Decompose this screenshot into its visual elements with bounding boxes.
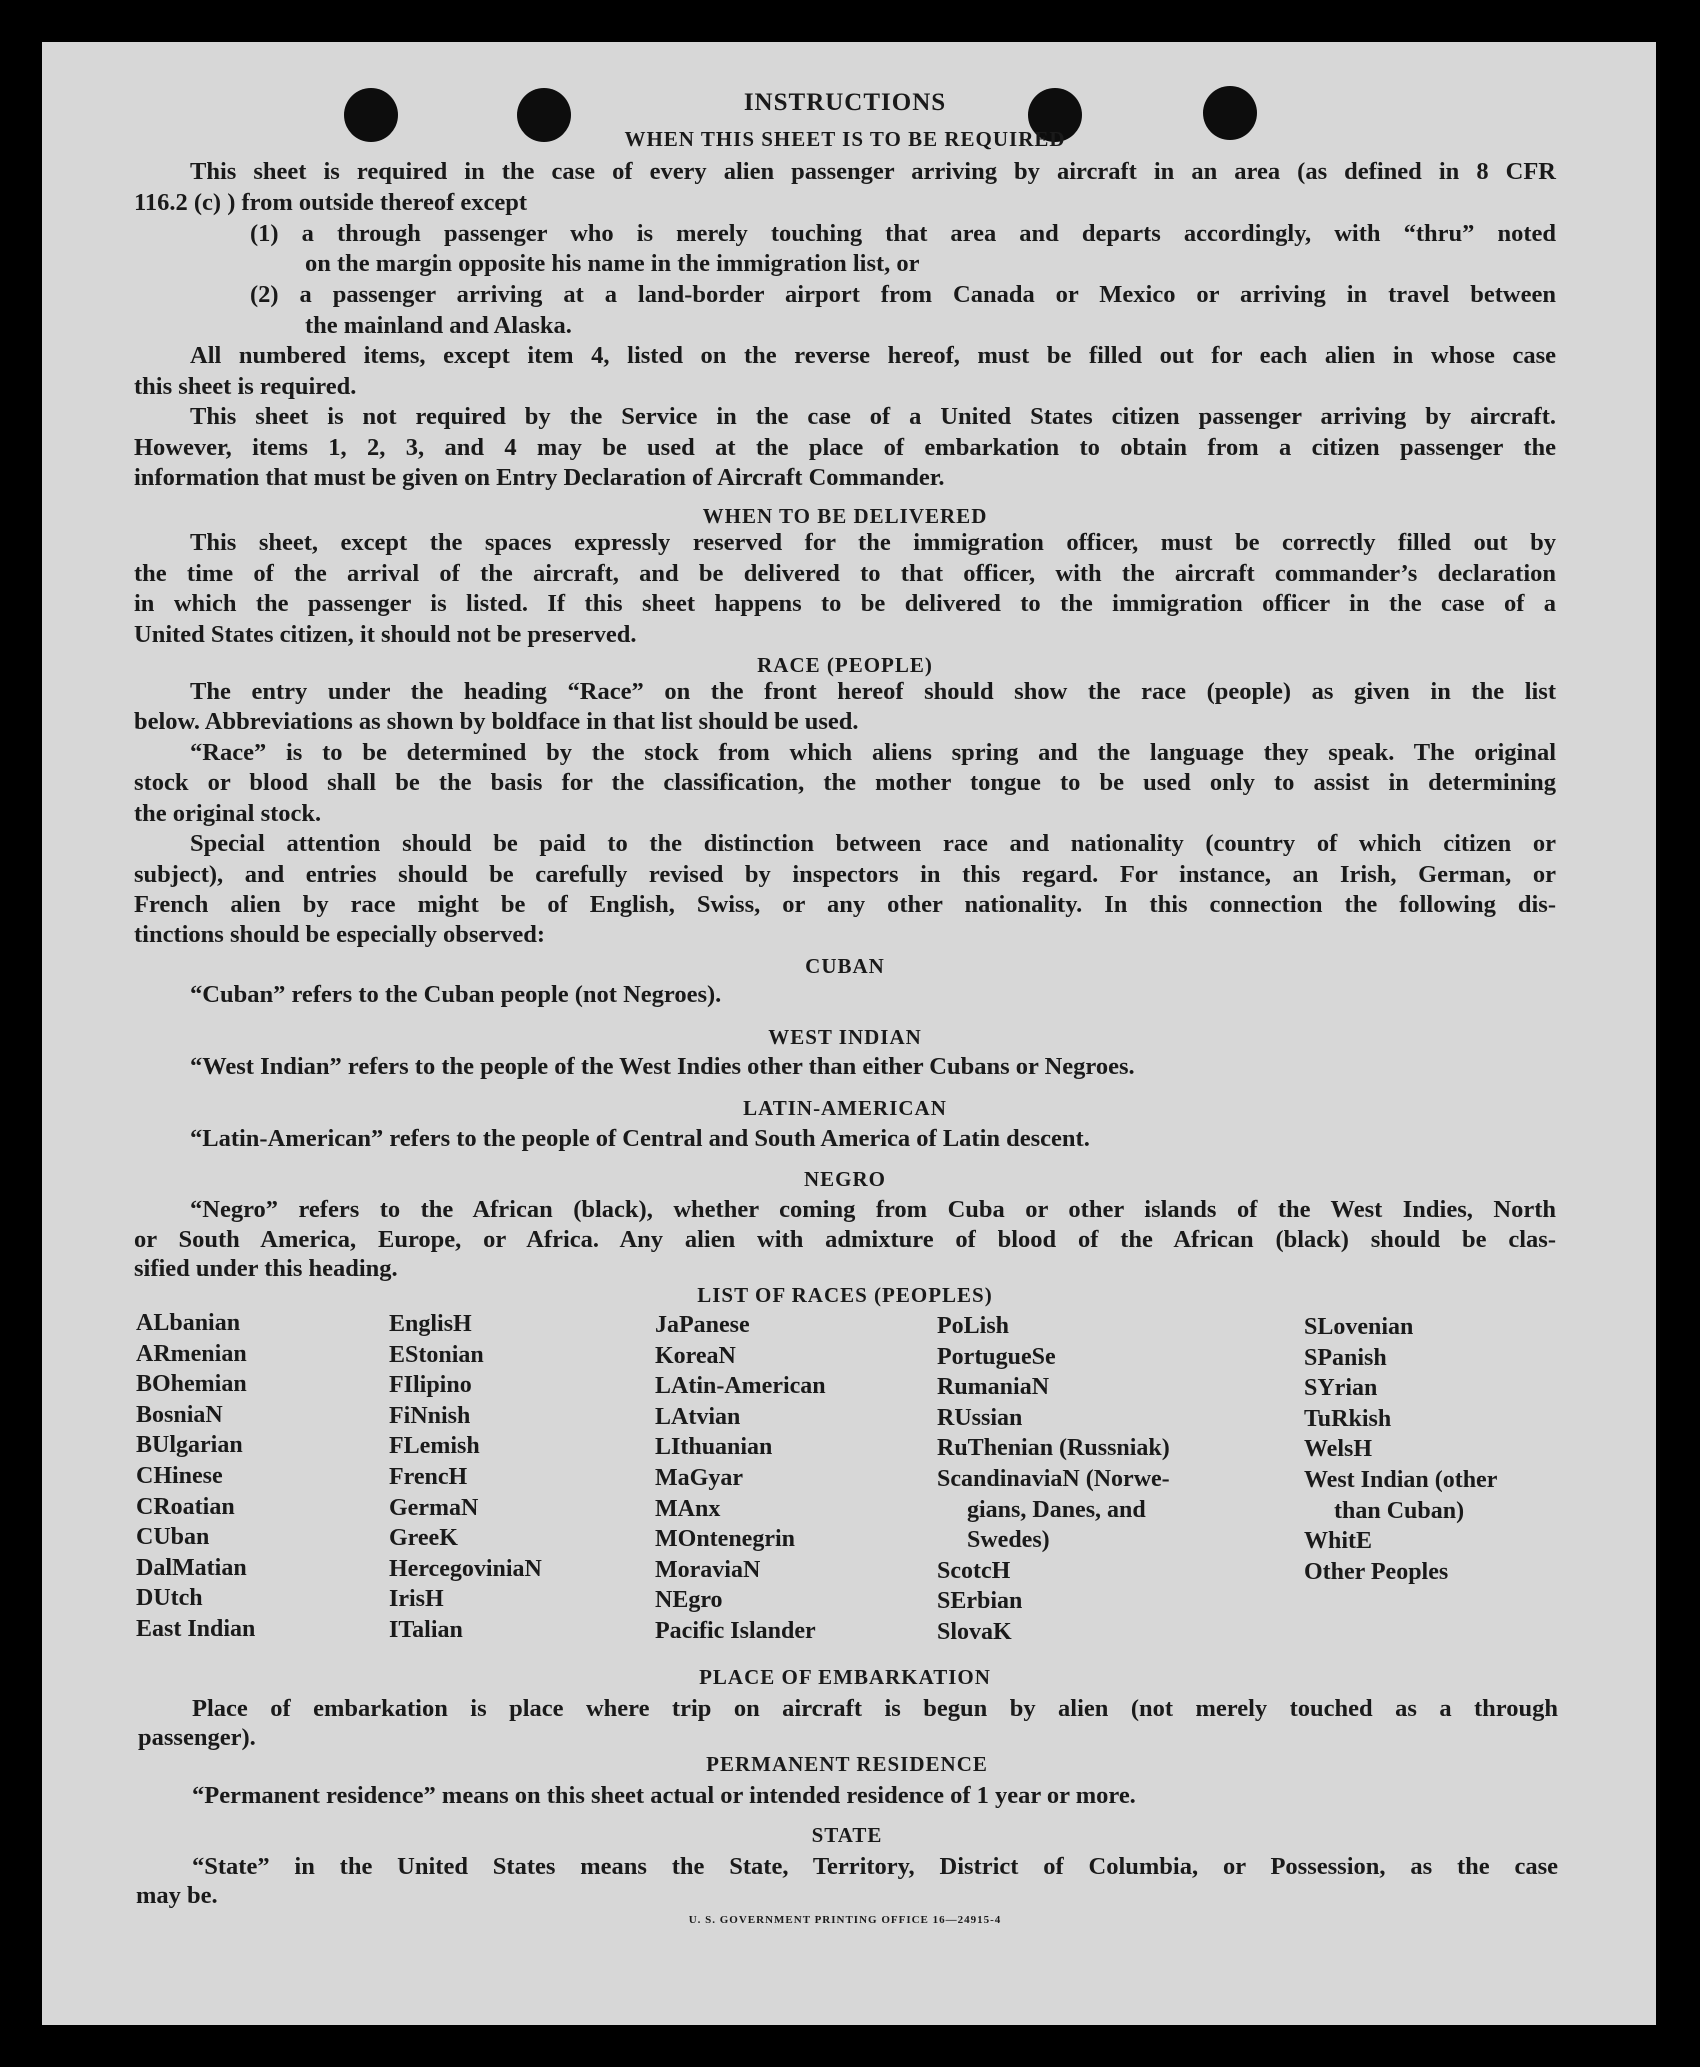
section-heading-latin-american: LATIN-AMERICAN (743, 1096, 947, 1120)
race-item: FLemish (389, 1433, 480, 1460)
race-item: BosniaN (136, 1401, 223, 1428)
race-item: MAnx (655, 1495, 721, 1522)
race-item: ARmenian (136, 1340, 247, 1367)
text-line: Special attention should be paid to the distinction between race and nationality (country of which citizen or (190, 830, 1556, 857)
race-item: SLovenian (1304, 1314, 1414, 1340)
race-item: ScandinaviaN (Norwe- (937, 1465, 1170, 1492)
race-item: BUlgarian (136, 1432, 243, 1459)
text-line: French alien by race might be of English, Swiss, or any other nationality. In this connection the following dis- (134, 891, 1556, 918)
text-line: (1) a through passenger who is merely touching that area and departs accordingly, with “thru” noted (250, 220, 1556, 247)
section-heading-embarkation: PLACE OF EMBARKATION (699, 1665, 991, 1689)
race-item: LAtin-American (655, 1373, 826, 1400)
race-item: EStonian (389, 1341, 484, 1368)
race-item: MOntenegrin (655, 1526, 795, 1553)
text-line: on the margin opposite his name in the immigration list, or (305, 250, 920, 277)
text-line: “Cuban” refers to the Cuban people (not Negroes). (190, 981, 722, 1008)
race-item: WhitE (1304, 1528, 1373, 1555)
text-line: subject), and entries should be carefully revised by inspectors in this regard. For instance, an Irish, German, or (134, 861, 1556, 888)
race-column-5 (1304, 1312, 1497, 1587)
text-line: Place of embarkation is place where trip on aircraft is begun by alien (not merely touched as a through (192, 1695, 1558, 1722)
text-line: or South America, Europe, or Africa. Any alien with admixture of blood of the African (black) should be clas- (134, 1226, 1556, 1253)
race-item: KoreaN (655, 1342, 736, 1369)
race-item: ALbanian (136, 1310, 241, 1336)
race-item: SlovaK (937, 1618, 1012, 1645)
text-line: in which the passenger is listed. If this sheet happens to be delivered to the immigration officer in the case of a (134, 590, 1556, 617)
text-line: “Negro” refers to the African (black), whether coming from Cuba or other islands of the West Indies, North (190, 1196, 1556, 1223)
text-line: this sheet is required. (134, 373, 357, 400)
race-item: CUban (136, 1524, 210, 1551)
text-line: 116.2 (c) ) from outside thereof except (134, 189, 528, 216)
race-item: ScotcH (937, 1557, 1011, 1584)
race-item: GreeK (389, 1525, 458, 1552)
section-heading-when-required: WHEN THIS SHEET IS TO BE REQUIRED (624, 127, 1066, 151)
race-item: FrencH (389, 1463, 468, 1490)
text-line: below. Abbreviations as shown by boldface in that list should be used. (134, 708, 859, 735)
race-item: NEgro (655, 1587, 723, 1614)
text-line: However, items 1, 2, 3, and 4 may be used at the place of embarkation to obtain from a citizen passenger the (134, 434, 1556, 461)
text-line: “Latin-American” refers to the people of Central and South America of Latin descent. (190, 1125, 1090, 1152)
text-line: the mainland and Alaska. (305, 312, 572, 339)
race-item: EnglisH (389, 1311, 472, 1337)
race-column-1 (136, 1308, 255, 1645)
race-item: CRoatian (136, 1493, 235, 1520)
race-item: PoLish (937, 1313, 1010, 1339)
section-heading-cuban: CUBAN (805, 954, 885, 978)
race-item: TuRkish (1304, 1405, 1392, 1432)
text-line: passenger). (138, 1724, 256, 1751)
text-line: “Permanent residence” means on this sheet actual or intended residence of 1 year or more. (192, 1782, 1136, 1809)
race-item: ITalian (389, 1616, 463, 1643)
text-line: may be. (136, 1882, 218, 1909)
text-line: tinctions should be especially observed: (134, 921, 546, 948)
section-heading-race: RACE (PEOPLE) (757, 653, 933, 677)
text-line: information that must be given on Entry Declaration of Aircraft Commander. (134, 464, 945, 491)
text-line: sified under this heading. (134, 1255, 398, 1282)
race-item: RuThenian (Russniak) (937, 1435, 1170, 1462)
text-line: stock or blood shall be the basis for the classification, the mother tongue to be used only to assist in determining (134, 769, 1556, 796)
section-heading-negro: NEGRO (803, 1167, 886, 1191)
race-column-4 (937, 1311, 1170, 1648)
race-item: WelsH (1304, 1436, 1373, 1463)
race-item: RumaniaN (937, 1374, 1050, 1401)
race-item: GermaN (389, 1494, 479, 1521)
section-heading-list-of-races: LIST OF RACES (PEOPLES) (697, 1283, 993, 1307)
text-line: “West Indian” refers to the people of the West Indies other than either Cubans or Negroes. (190, 1053, 1135, 1080)
text-line: This sheet is not required by the Service in the case of a United States citizen passenger arriving by aircraft. (190, 403, 1556, 430)
text-line: “Race” is to be determined by the stock from which aliens spring and the language they speak. The original (190, 739, 1556, 766)
text-line: the time of the arrival of the aircraft, and be delivered to that officer, with the aircraft commander’s declaration (134, 560, 1556, 587)
race-item: SErbian (937, 1588, 1023, 1615)
race-item: FiNnish (389, 1402, 471, 1429)
race-item: East Indian (136, 1615, 256, 1642)
race-item: PortugueSe (937, 1343, 1056, 1370)
race-item: Swedes) (967, 1527, 1050, 1554)
race-item: BOhemian (136, 1371, 247, 1398)
race-item: MoraviaN (655, 1556, 761, 1583)
text-line: (2) a passenger arriving at a land-border airport from Canada or Mexico or arriving in travel between (250, 281, 1556, 308)
race-item: Other Peoples (1304, 1558, 1449, 1585)
section-heading-residence: PERMANENT RESIDENCE (706, 1752, 988, 1776)
race-item: FIlipino (389, 1372, 472, 1399)
printer-imprint: U. S. GOVERNMENT PRINTING OFFICE 16—24915-4 (688, 1914, 1002, 1926)
race-item: CHinese (136, 1462, 223, 1489)
race-item: SYrian (1304, 1375, 1378, 1402)
race-item: MaGyar (655, 1464, 743, 1491)
race-column-2 (389, 1309, 542, 1646)
race-column-3 (655, 1310, 826, 1647)
race-item: DalMatian (136, 1554, 247, 1581)
race-item: SPanish (1304, 1344, 1387, 1371)
race-item: than Cuban) (1334, 1497, 1465, 1524)
race-item: Pacific Islander (655, 1617, 816, 1644)
race-item: IrisH (389, 1586, 444, 1613)
race-item: DUtch (136, 1585, 203, 1612)
race-item: West Indian (other (1304, 1466, 1498, 1493)
text-line: “State” in the United States means the State, Territory, District of Columbia, or Possession, as the case (192, 1853, 1558, 1880)
section-heading-state: STATE (811, 1823, 883, 1847)
race-item: RUssian (937, 1404, 1023, 1431)
text-line: the original stock. (134, 800, 322, 827)
text-line: The entry under the heading “Race” on the front hereof should show the race (people) as given in the list (190, 678, 1556, 705)
section-heading-when-delivered: WHEN TO BE DELIVERED (702, 504, 988, 528)
race-item: gians, Danes, and (967, 1496, 1146, 1523)
text-line: United States citizen, it should not be preserved. (134, 621, 637, 648)
race-item: LAtvian (655, 1403, 741, 1430)
text-line: This sheet is required in the case of every alien passenger arriving by aircraft in an area (as defined in 8 CFR (190, 158, 1556, 185)
race-item: JaPanese (655, 1312, 750, 1338)
text-line: All numbered items, except item 4, listed on the reverse hereof, must be filled out for each alien in whose case (190, 342, 1556, 369)
text-line: This sheet, except the spaces expressly reserved for the immigration officer, must be correctly filled out by (190, 529, 1556, 556)
page-title: INSTRUCTIONS (743, 89, 947, 116)
race-item: HercegoviniaN (389, 1555, 542, 1582)
section-heading-west-indian: WEST INDIAN (768, 1025, 922, 1049)
race-item: LIthuanian (655, 1434, 773, 1461)
